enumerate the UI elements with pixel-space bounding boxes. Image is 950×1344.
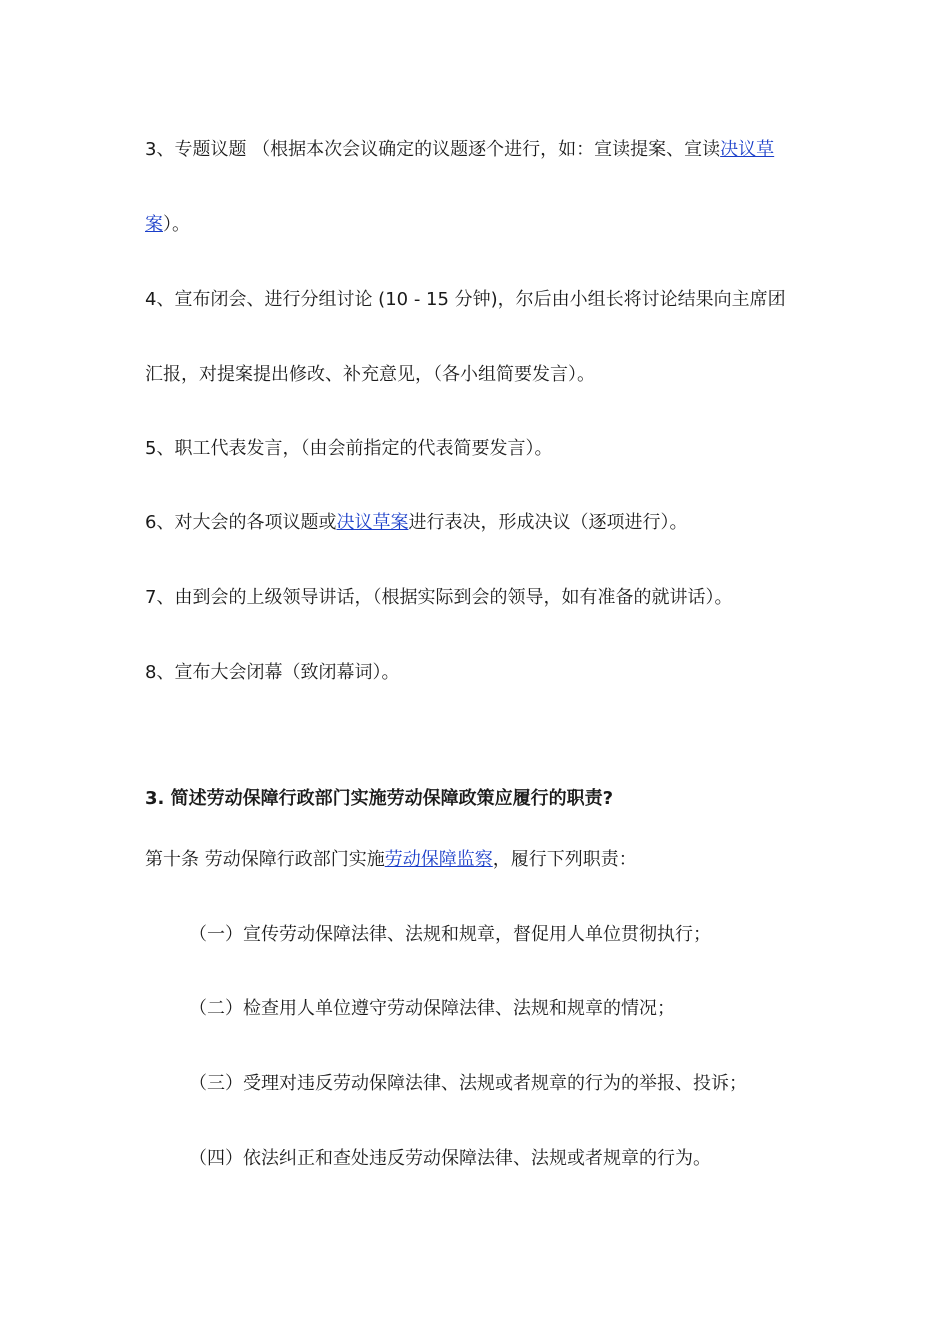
agenda-item-6-after: 进行表决，形成决议（逐项进行）。 — [408, 512, 688, 533]
resolution-draft-link-continued[interactable]: 案 — [145, 214, 163, 235]
agenda-item-6 — [145, 511, 687, 535]
duty-item-2: （二）检查用人单位遵守劳动保障法律、法规和规章的情况； — [189, 998, 675, 1019]
resolution-draft-link[interactable]: 决议草 — [720, 139, 775, 160]
agenda-item-4-line-2: 汇报，对提案提出修改、补充意见，（各小组简要发言）。 — [145, 364, 595, 385]
agenda-item-5: 5、职工代表发言，（由会前指定的代表简要发言）。 — [145, 438, 553, 459]
agenda-item-3-line-2 — [145, 213, 190, 237]
duty-item-1: （一）宣传劳动保障法律、法规和规章，督促用人单位贯彻执行； — [189, 924, 711, 945]
agenda-item-3-text: 3、专题议题 （根据本次会议确定的议题逐个进行，如：宣读提案、宣读 — [145, 139, 721, 160]
labor-inspection-link[interactable]: 劳动保障监察 — [384, 849, 493, 870]
section-3-heading: 3. 简述劳动保障行政部门实施劳动保障政策应履行的职责? — [145, 788, 614, 809]
agenda-item-6-before: 6、对大会的各项议题或 — [145, 512, 337, 533]
article-10-intro-after: ，履行下列职责： — [492, 849, 637, 870]
agenda-item-4-line-1: 4、宣布闭会、进行分组讨论 (10 - 15 分钟)，尔后由小组长将讨论结果向主席团 — [145, 289, 786, 310]
article-10-intro-before: 第十条 劳动保障行政部门实施 — [145, 849, 385, 870]
resolution-draft-link-2[interactable]: 决议草案 — [336, 512, 409, 533]
agenda-item-8: 8、宣布大会闭幕（致闭幕词）。 — [145, 662, 400, 683]
duty-item-3: （三）受理对违反劳动保障法律、法规或者规章的行为的举报、投诉； — [189, 1073, 747, 1094]
agenda-item-3-line-1 — [145, 138, 774, 162]
agenda-item-3-tail: ）。 — [163, 214, 190, 235]
agenda-item-7: 7、由到会的上级领导讲话，（根据实际到会的领导，如有准备的就讲话）。 — [145, 587, 733, 608]
duty-item-4: （四）依法纠正和查处违反劳动保障法律、法规或者规章的行为。 — [189, 1148, 711, 1169]
article-10-intro — [145, 848, 637, 872]
